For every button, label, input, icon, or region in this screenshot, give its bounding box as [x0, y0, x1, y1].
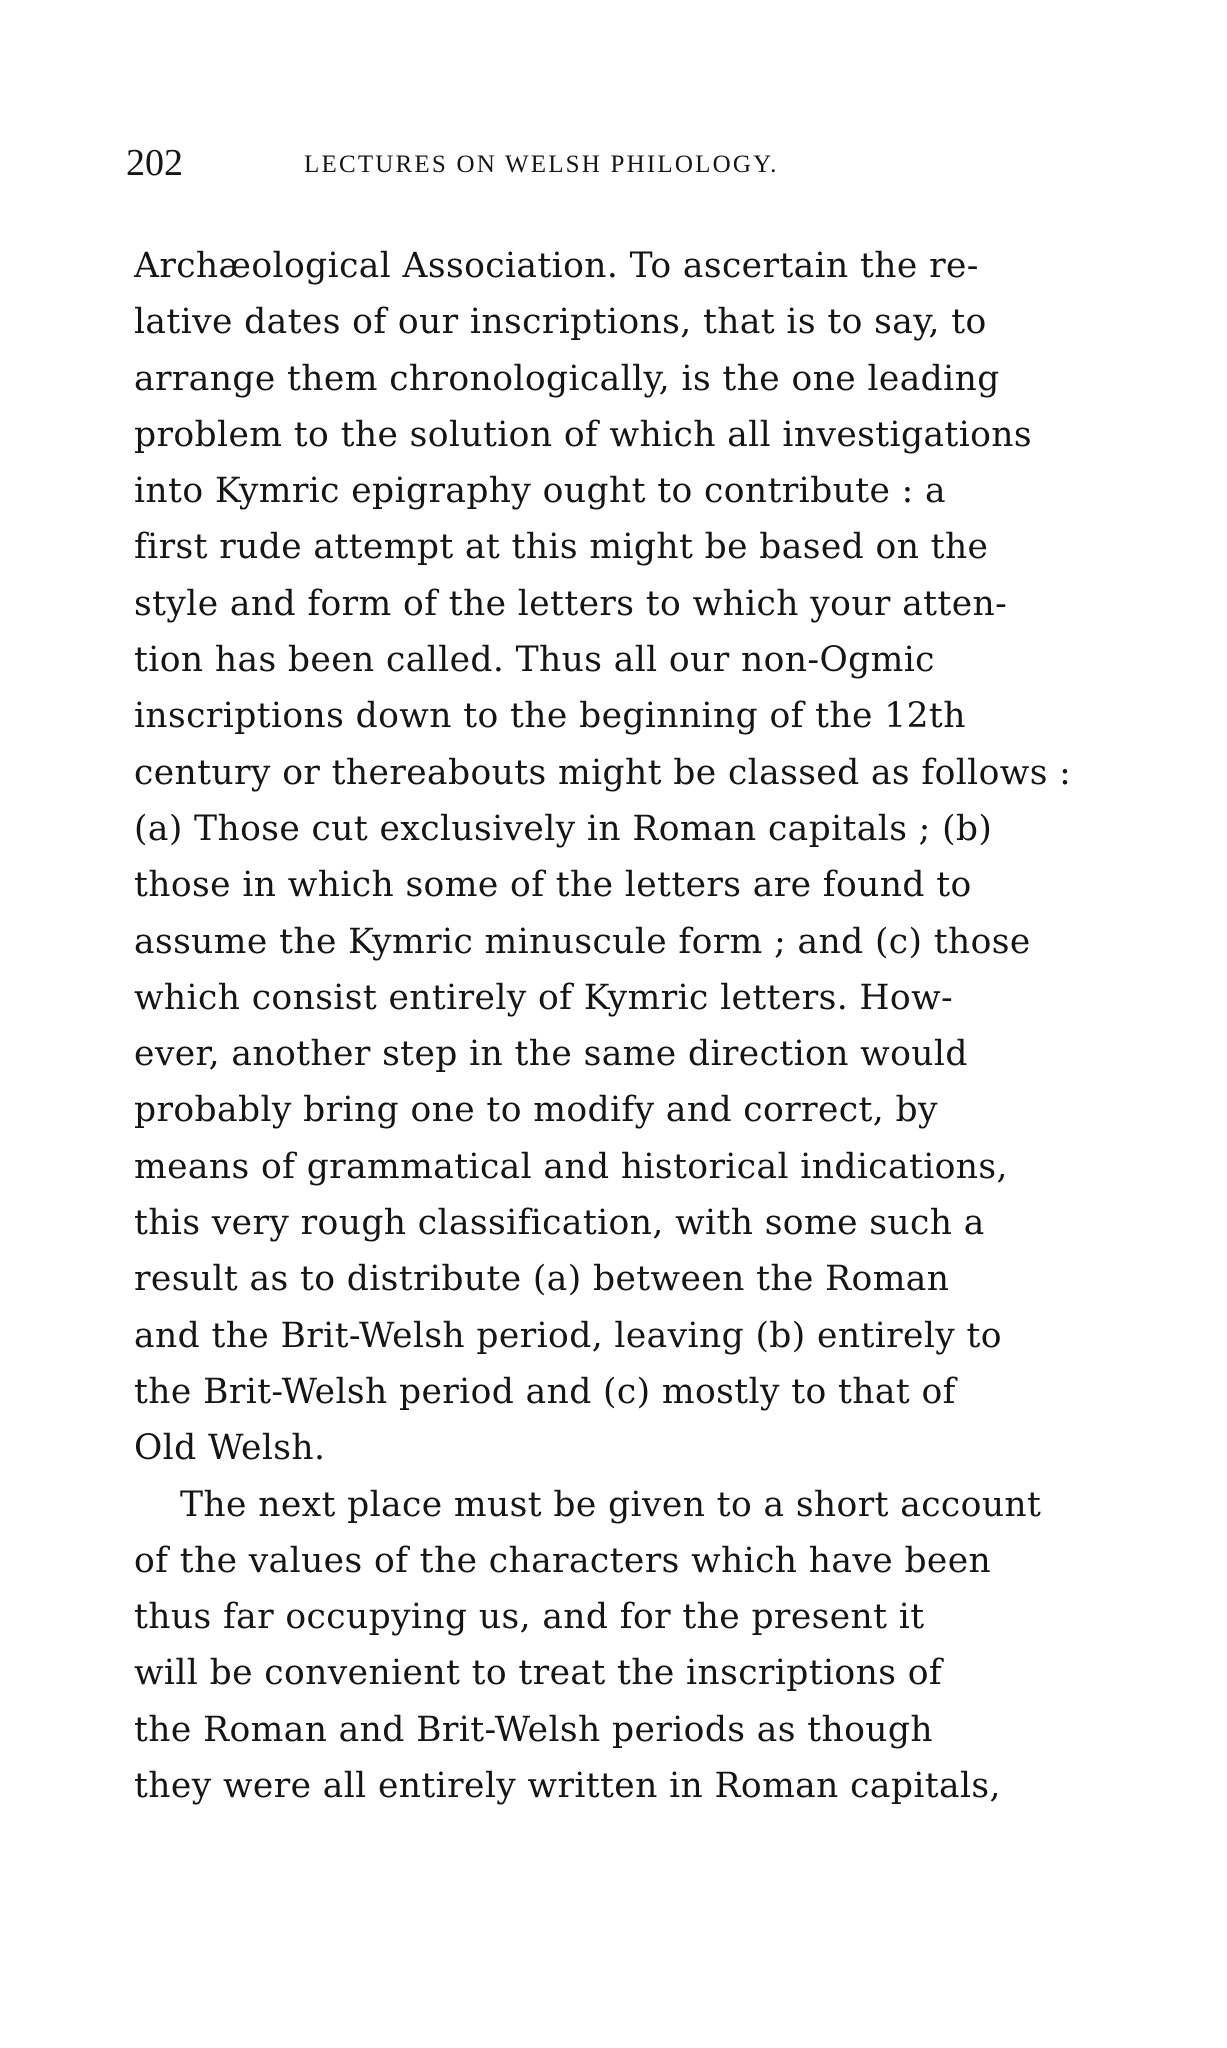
- text-line: first rude attempt at this might be based on the: [134, 527, 989, 568]
- text-line: those in which some of the letters are found to: [134, 865, 972, 906]
- paragraph-1: [134, 238, 1080, 1477]
- text-line: will be convenient to treat the inscriptions of: [134, 1653, 943, 1694]
- text-line: they were all entirely written in Roman capitals,: [134, 1766, 1001, 1807]
- text-line: Archæological Association. To ascertain the re-: [134, 246, 979, 286]
- text-line: of the values of the characters which have been: [134, 1540, 992, 1581]
- text-line: inscriptions down to the beginning of the 12th: [134, 696, 966, 737]
- text-line: thus far occupying us, and for the present it: [134, 1597, 925, 1638]
- text-line: assume the Kymric minuscule form ; and (c) those: [134, 921, 1031, 962]
- text-line: arrange them chronologically, is the one leading: [134, 358, 1000, 399]
- text-line: (a) Those cut exclusively in Roman capitals ; (b): [134, 808, 993, 849]
- text-line: ever, another step in the same direction would: [134, 1034, 968, 1075]
- running-head: [126, 143, 1086, 183]
- text-line: this very rough classification, with some such a: [134, 1203, 985, 1244]
- text-line: style and form of the letters to which your atten-: [134, 583, 1008, 624]
- text-line: the Roman and Brit-Welsh periods as though: [134, 1709, 933, 1750]
- text-line: problem to the solution of which all investigations: [134, 414, 1033, 455]
- text-line: the Brit-Welsh period and (c) mostly to that of: [134, 1371, 956, 1412]
- text-line: into Kymric epigraphy ought to contribute : a: [134, 471, 947, 512]
- paragraph-2: [134, 1477, 1080, 1815]
- text-line: which consist entirely of Kymric letters. How-: [134, 977, 954, 1018]
- running-title: LECTURES ON WELSH PHILOLOGY.: [304, 151, 779, 178]
- text-line: and the Brit-Welsh period, leaving (b) entirely to: [134, 1315, 1002, 1356]
- text-line: means of grammatical and historical indications,: [134, 1146, 1008, 1187]
- body-text: [134, 238, 1080, 1814]
- text-line: lative dates of our inscriptions, that is to say, to: [134, 302, 987, 343]
- text-line: probably bring one to modify and correct, by: [134, 1090, 938, 1131]
- text-line: The next place must be given to a short account: [180, 1484, 1042, 1525]
- text-line: result as to distribute (a) between the Roman: [134, 1259, 950, 1300]
- text-line: Old Welsh.: [134, 1428, 326, 1469]
- text-line: tion has been called. Thus all our non-Ogmic: [134, 640, 935, 681]
- text-line: century or thereabouts might be classed as follows :: [134, 752, 1072, 793]
- page-number: 202: [126, 142, 183, 184]
